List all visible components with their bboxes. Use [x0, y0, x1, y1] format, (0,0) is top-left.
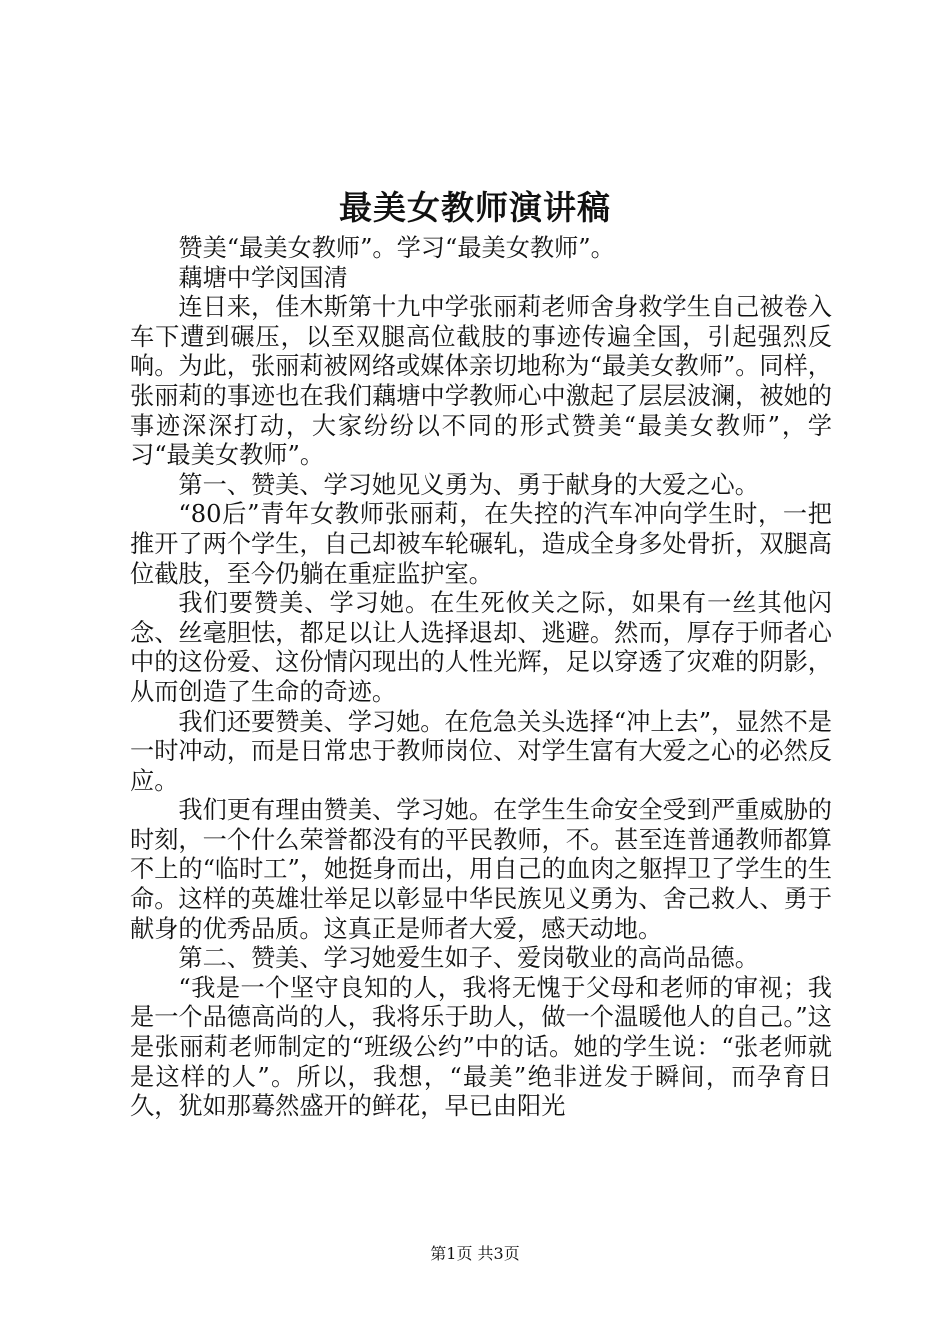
author-line: 藕塘中学闵国清 — [178, 263, 348, 292]
paragraph: “我是一个坚守良知的人，我将无愧于父母和老师的审视；我是一个品德高尚的人，我将乐于助人，做一个温暖他人的自己。”这是张丽莉老师制定的“班级公约”中的话。她的学生说：“张老师就是这样的人”。所以，我想，“最美”绝非迸发于瞬间，而孕育日久，犹如那蓦然盛开的鲜花，早已由阳光 — [130, 973, 832, 1121]
page-footer: 第1页 共3页 — [430, 1244, 520, 1263]
paragraph: 赞美“最美女教师”。学习“最美女教师”。 — [178, 234, 615, 262]
paragraph: “80后”青年女教师张丽莉，在失控的汽车冲向学生时，一把推开了两个学生，自己却被车轮碾轧，造成全身多处骨折，双腿高位截肢，至今仍躺在重症监护室。 — [130, 500, 832, 588]
section-heading: 第二、赞美、学习她爱生如子、爱岗敬业的高尚品德。 — [178, 944, 759, 973]
document-body — [130, 234, 832, 1122]
paragraph: 我们还要赞美、学习她。在危急关头选择“冲上去”，显然不是一时冲动，而是日常忠于教师岗位、对学生富有大爱之心的必然反应。 — [130, 707, 832, 795]
paragraph: 连日来，佳木斯第十九中学张丽莉老师舍身救学生自己被卷入车下遭到碾压，以至双腿高位截肢的事迹传遍全国，引起强烈反响。为此，张丽莉被网络或媒体亲切地称为“最美女教师”。同样，张丽莉的事迹也在我们藕塘中学教师心中激起了层层波澜，被她的事迹深深打动，大家纷纷以不同的形式赞美“最美女教师”，学习“最美女教师”。 — [130, 293, 832, 470]
document-title: 最美女教师演讲稿 — [339, 188, 611, 227]
paragraph: 我们要赞美、学习她。在生死攸关之际，如果有一丝其他闪念、丝毫胆怯，都足以让人选择退却、逃避。然而，厚存于师者心中的这份爱、这份情闪现出的人性光辉，足以穿透了灾难的阴影，从而创造了生命的奇迹。 — [130, 589, 832, 706]
section-heading: 第一、赞美、学习她见义勇为、勇于献身的大爱之心。 — [178, 470, 759, 499]
paragraph: 我们更有理由赞美、学习她。在学生生命安全受到严重威胁的时刻，一个什么荣誉都没有的平民教师，不。甚至连普通教师都算不上的“临时工”，她挺身而出，用自己的血肉之躯捍卫了学生的生命。这样的英雄壮举足以彰显中华民族见义勇为、舍己救人、勇于献身的优秀品质。这真正是师者大爱，感天动地。 — [130, 796, 832, 943]
